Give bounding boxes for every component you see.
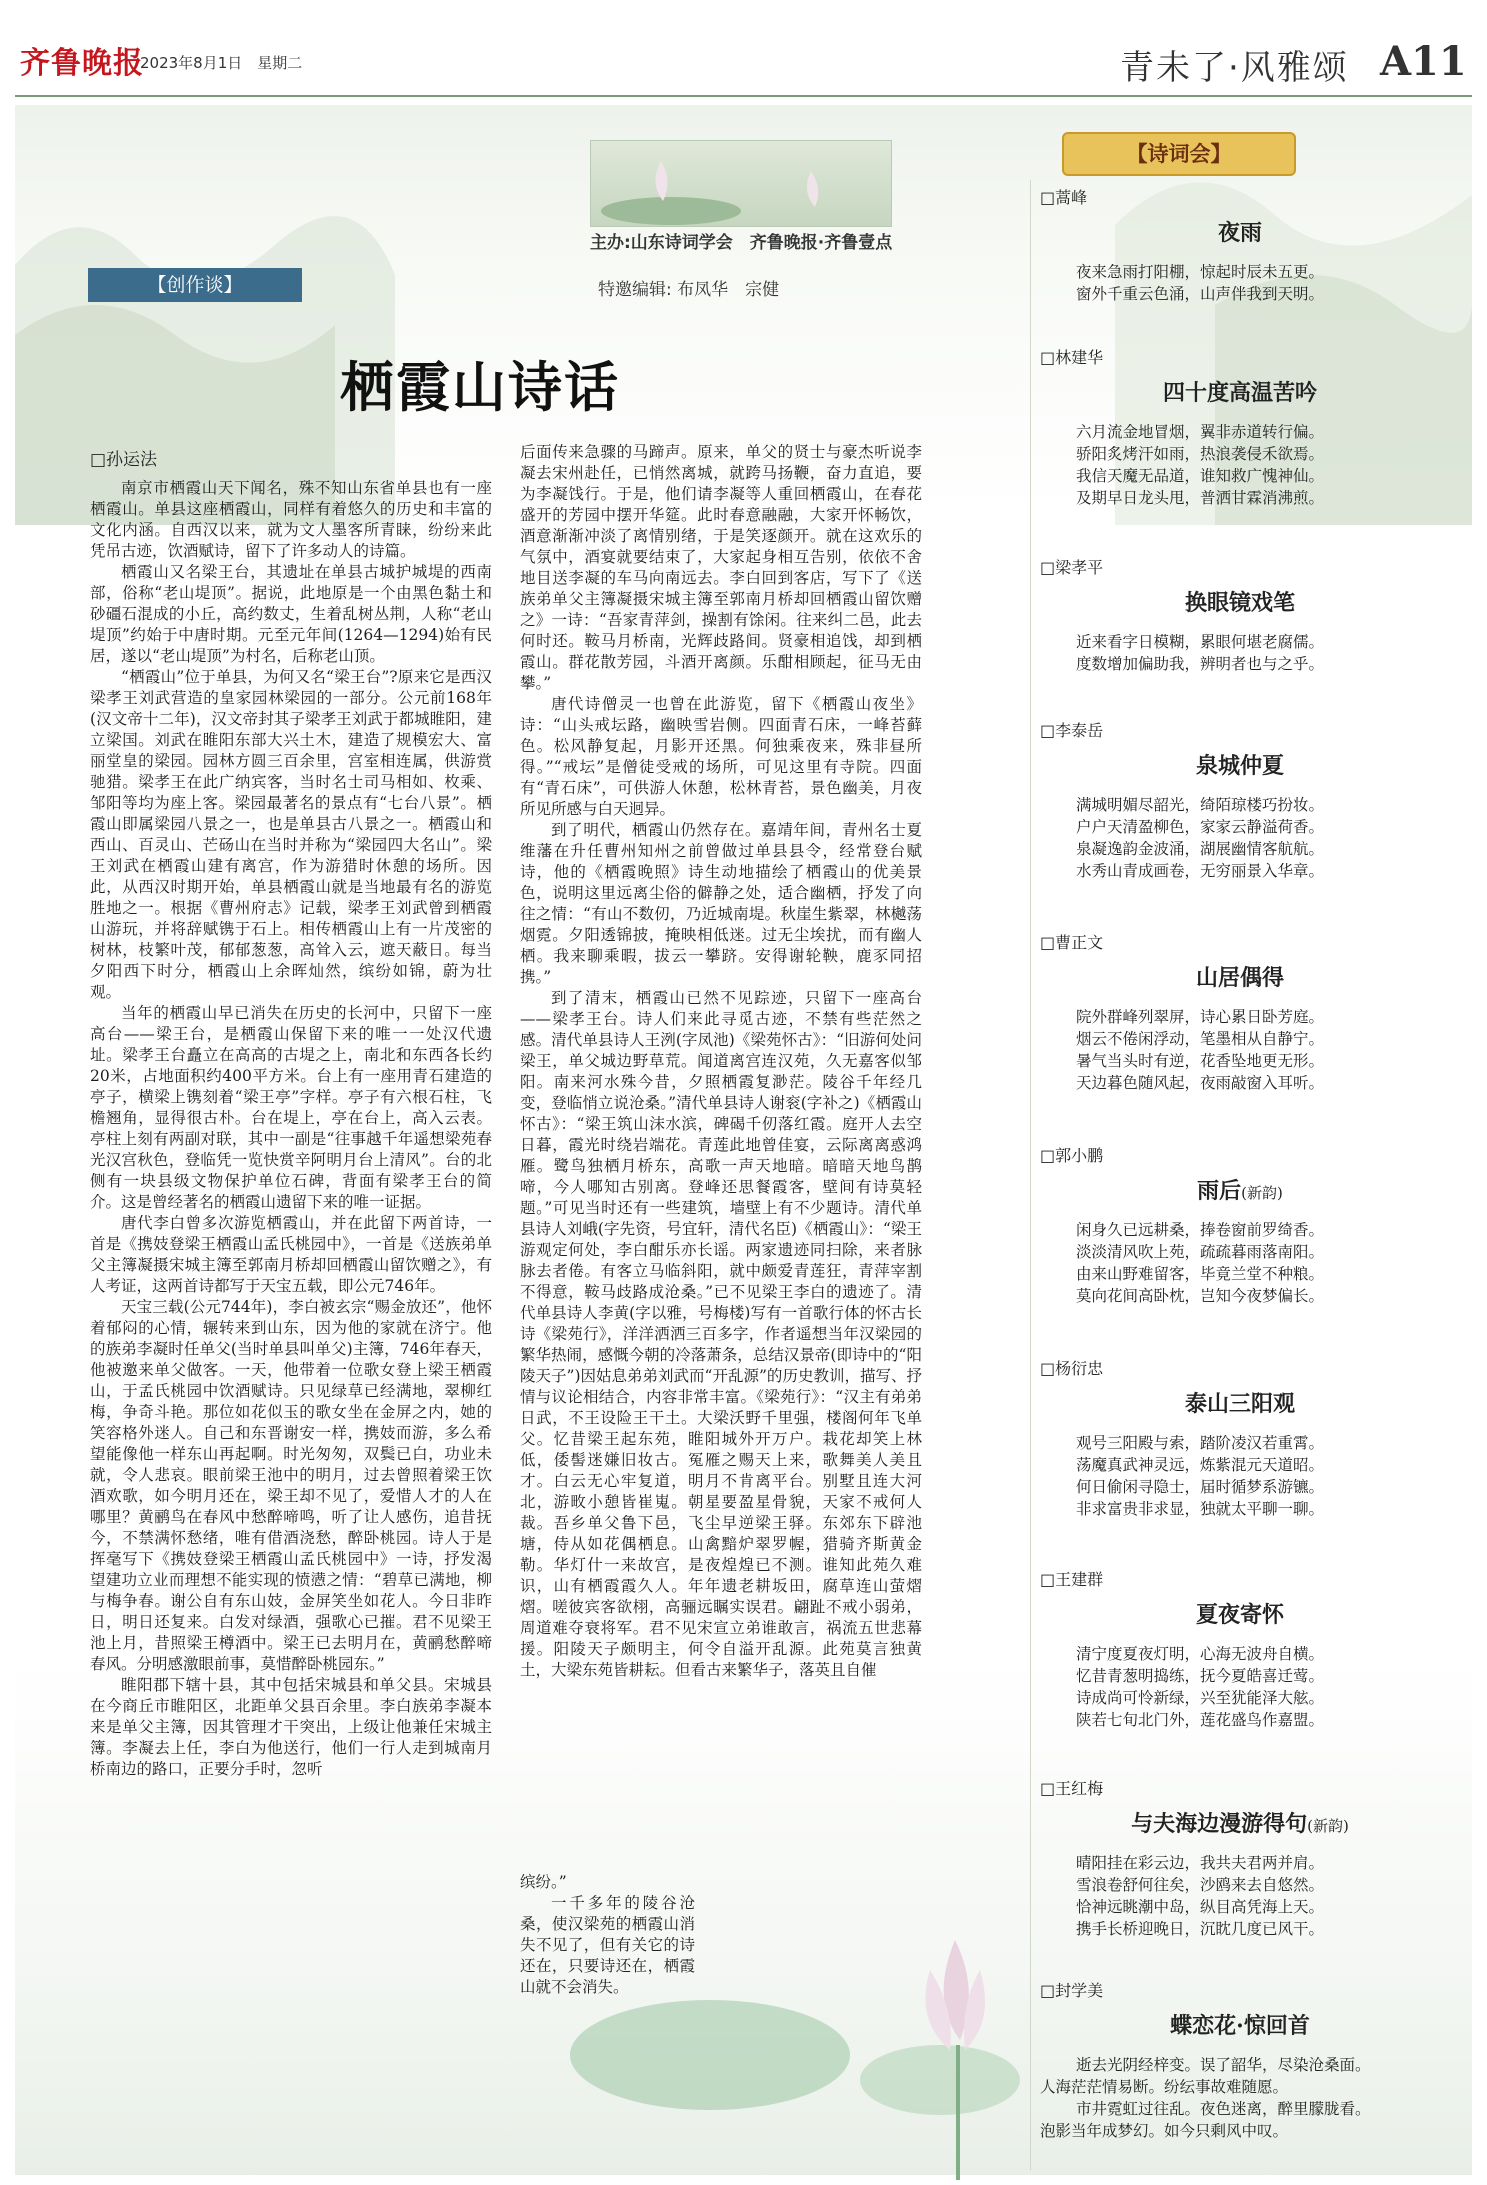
poem-subtitle: (新韵) <box>1241 1184 1283 1202</box>
poem-block <box>1040 185 1440 305</box>
poem-author: □王建群 <box>1040 1570 1104 1589</box>
poem-block <box>1040 1143 1440 1307</box>
poem-line: 泉凝逸韵金波涌，湖展幽情客航航。 <box>1076 840 1325 858</box>
poem-line: 院外群峰列翠屏，诗心累日卧芳庭。 <box>1076 1008 1325 1026</box>
paragraph: 唐代李白曾多次游览栖霞山，并在此留下两首诗，一首是《携妓登梁王栖霞山孟氏桃园中》，一首是《送族弟单父主簿凝摄宋城主簿至郭南月桥却回栖霞山留饮赠之》，有人考证，这两首诗都写于天宝五载，即公元746年。 <box>90 1214 492 1295</box>
poem-line: 户户天清盈柳色，家家云静溢荷香。 <box>1076 818 1325 836</box>
poem-line: 晴阳挂在彩云边，我共夫君两并肩。 <box>1076 1854 1325 1872</box>
paragraph: 当年的栖霞山早已消失在历史的长河中，只留下一座高台——梁王台，是栖霞山保留下来的唯一一处汉代遗址。梁孝王台矗立在高高的古堤之上，南北和东西各长约20米，占地面积约400平方米。台上有一座用青石建造的亭子，横梁上镌刻着“梁王亭”字样。亭子有六根石柱，飞檐翘角，显得很古朴。台在堤上，亭在台上，高入云表。亭柱上刻有两副对联，其中一副是“往事越千年遥想梁苑春光汉宫秋色，登临凭一览快赏辛阿明月台上清风”。台的北侧有一块县级文物保护单位石碑，背面有梁孝王台的简介。这是曾经著名的栖霞山遗留下来的唯一证据。 <box>90 1004 492 1211</box>
poem-block <box>1040 718 1440 882</box>
poem-author: □王红梅 <box>1040 1779 1104 1798</box>
poem-line: 六月流金地冒烟，翼非赤道转行偏。 <box>1076 423 1325 441</box>
poem-author: □李泰岳 <box>1040 721 1104 740</box>
poem-line: 人海茫茫情易断。纷纭事故难随愿。 <box>1040 2078 1289 2096</box>
poem-title-text: 与夫海边漫游得句 <box>1131 1811 1308 1837</box>
poem-body <box>1040 1219 1440 1307</box>
sponsor-line: 主办:山东诗词学会 齐鲁晚报·齐鲁壹点 <box>590 233 893 253</box>
poem-line: 骄阳炙烤汗如雨，热浪袭侵禾欲焉。 <box>1076 445 1325 463</box>
poem-block <box>1040 1356 1440 1520</box>
column-divider <box>1030 180 1031 2170</box>
paragraph: 缤纷。” <box>520 1873 567 1891</box>
poem-title: 换眼镜戏笔 <box>1184 590 1295 616</box>
article-headline: 栖霞山诗话 <box>340 355 620 419</box>
paragraph: 后面传来急骤的马蹄声。原来，单父的贤士与豪杰听说李凝去宋州赴任，已悄然离城，就跨马扬鞭，奋力直追，要为李凝饯行。于是，他们请李凝等人重回栖霞山，在春花盛开的芳园中摆开华筵。此时春意融融，大家开怀畅饮，酒意渐渐冲淡了离情别绪，于是笑逐颜开。就在这欢乐的气氛中，酒宴就要结束了，大家起身相互告别，依依不舍地目送李凝的车马向南远去。李白回到客店，写下了《送族弟单父主簿凝摄宋城主簿至郭南月桥却回栖霞山留饮赠之》一诗：“吾家青萍剑，操割有馀闲。往来纠二邑，此去何时还。鞍马月桥南，光辉歧路间。贤豪相追饯，却到栖霞山。群花散芳园，斗酒开离颜。乐酣相顾起，征马无由攀。” <box>520 443 922 692</box>
poem-line: 近来看字日模糊，累眼何堪老腐儒。 <box>1076 633 1325 651</box>
poem-block <box>1040 555 1440 675</box>
poem-line: 淡淡清风吹上苑，疏疏暮雨落南阳。 <box>1076 1243 1325 1261</box>
poem-line: 观号三阳殿与索，踏阶凌汉若重霄。 <box>1076 1434 1325 1452</box>
poem-author: □杨衍忠 <box>1040 1359 1104 1378</box>
poem-line: 忆昔青葱明捣练，抚今夏皓喜迁莺。 <box>1076 1667 1325 1685</box>
poem-title: 山居偶得 <box>1195 965 1284 991</box>
poem-title: 四十度高温苦吟 <box>1162 380 1317 406</box>
poem-line: 莫向花间高卧枕，岂知今夜梦偏长。 <box>1076 1287 1325 1305</box>
poem-body <box>1040 631 1440 675</box>
article-column-2 <box>520 442 922 1872</box>
poem-line: 逝去光阴经梓变。误了韶华，尽染沧桑面。 <box>1076 2056 1371 2074</box>
poem-body <box>1040 1643 1440 1731</box>
poem-line: 夜来急雨打阳棚，惊起时辰未五更。 <box>1076 263 1325 281</box>
poem-line: 恰神远眺潮中岛，纵目高凭海上天。 <box>1076 1898 1325 1916</box>
poem-title <box>1040 1807 1440 1838</box>
poem-line: 及期早日龙头甩，普洒甘霖消沸煎。 <box>1076 489 1325 507</box>
paragraph: 到了明代，栖霞山仍然存在。嘉靖年间，青州名士夏维藩在升任曹州知州之前曾做过单县县令，经常登台赋诗，他的《栖霞晚照》诗生动地描绘了栖霞山的优美景色，说明这里远离尘俗的僻静之处，适合幽栖，抒发了向往之情：“有山不数仞，乃近城南堤。秋崖生紫翠，林樾荡烟霓。夕阳透锦披，掩映相低迷。过无尘埃扰，而有幽人栖。我来聊乘暇，拔云一攀跻。安得谢轮鞅，鹿豕同招携。” <box>520 821 922 986</box>
poem-body <box>1040 261 1440 305</box>
poem-author: □曹正文 <box>1040 933 1104 952</box>
poem-title: 夜雨 <box>1217 220 1262 246</box>
paragraph: 栖霞山又名梁王台，其遗址在单县古城护城堤的西南部，俗称“老山堤顶”。据说，此地原是一个由黑色黏土和砂礓石混成的小丘，高约数丈，生着乱树丛荆，人称“老山堤顶”约始于中唐时期。元至元年间(1264—1294)始有民居，遂以“老山堤顶”为村名，后称老山顶。 <box>90 563 492 665</box>
poem-title <box>1040 1174 1440 1205</box>
poem-author: □蒿峰 <box>1040 188 1088 207</box>
poem-line: 市井霓虹过往乱。夜色迷离，醉里朦胧看。 <box>1076 2100 1371 2118</box>
page-number: A11 <box>1380 38 1467 85</box>
poem-author: □封学美 <box>1040 1981 1104 2000</box>
poem-title: 泰山三阳观 <box>1184 1391 1295 1417</box>
guest-editor: 特邀编辑: 布凤华 宗健 <box>598 280 780 300</box>
poem-line: 度数增加偏助我，辨明者也与之乎。 <box>1076 655 1325 673</box>
poem-line: 天边暮色随风起，夜雨敲窗入耳听。 <box>1076 1074 1325 1092</box>
article-author: □孙运法 <box>90 450 158 470</box>
poem-author: □郭小鹏 <box>1040 1146 1104 1165</box>
poem-line: 水秀山青成画卷，无穷丽景入华章。 <box>1076 862 1325 880</box>
poem-line: 满城明媚尽韶光，绮陌琼楼巧扮妆。 <box>1076 796 1325 814</box>
paragraph: 南京市栖霞山天下闻名，殊不知山东省单县也有一座栖霞山。单县这座栖霞山，同样有着悠久的历史和丰富的文化内涵。自西汉以来，就为文人墨客所青睐，纷纷来此凭吊古迹，饮酒赋诗，留下了许多动人的诗篇。 <box>90 479 492 560</box>
poem-line: 非求富贵非求显，独就太平聊一聊。 <box>1076 1500 1325 1518</box>
article-column-1 <box>90 478 492 2128</box>
poem-author: □林建华 <box>1040 348 1104 367</box>
poem-block <box>1040 930 1440 1094</box>
poem-line: 暑气当头时有逆，花香坠地更无形。 <box>1076 1052 1325 1070</box>
poem-body <box>1040 1006 1440 1094</box>
section-title: 青未了·风雅颂 <box>1120 48 1349 88</box>
header-divider <box>15 95 1472 97</box>
poem-line: 窗外千重云色涌，山声伴我到天明。 <box>1076 285 1325 303</box>
poem-title: 夏夜寄怀 <box>1195 1602 1284 1628</box>
poem-line: 我信天魔无品道，谁知救广愧神仙。 <box>1076 467 1325 485</box>
poem-body <box>1040 2054 1440 2142</box>
paragraph: “栖霞山”位于单县，为何又名“梁王台”?原来它是西汉梁孝王刘武营造的皇家园林梁园的一部分。公元前168年(汉文帝十二年)，汉文帝封其子梁孝王刘武于都城睢阳，建立梁国。刘武在睢阳东部大兴土木，建造了规模宏大、富丽堂皇的梁园。园林方圆三百余里，宫室相连属，供游赏驰猎。梁孝王在此广纳宾客，当时名士司马相如、枚乘、邹阳等均为座上客。梁园最著名的景点有“七台八景”。栖霞山即属梁园八景之一，也是单县古八景之一。栖霞山和西山、百灵山、芒砀山在当时并称为“梁园四大名山”。梁王刘武在栖霞山建有离宫，作为游猎时休憩的场所。因此，从西汉时期开始，单县栖霞山就是当地最有名的游览胜地之一。根据《曹州府志》记载，梁孝王刘武曾到栖霞山游玩，并将辞赋镌于石上。相传栖霞山上有一片茂密的树林，枝繁叶茂，郁郁葱葱，高耸入云，遮天蔽日。每当夕阳西下时分，栖霞山上余晖灿然，缤纷如锦，蔚为壮观。 <box>90 668 492 1001</box>
poem-line: 由来山野难留客，毕竟兰堂不种粮。 <box>1076 1265 1325 1283</box>
poem-body <box>1040 1852 1440 1940</box>
article-column-2-tail <box>520 1872 695 2122</box>
poem-body <box>1040 1432 1440 1520</box>
poem-line: 荡魔真武神灵远，炼紫混元天道昭。 <box>1076 1456 1325 1474</box>
poem-block <box>1040 1978 1440 2142</box>
paragraph: 睢阳郡下辖十县，其中包括宋城县和单父县。宋城县在今商丘市睢阳区，北距单父县百余里。李白族弟李凝本来是单父主簿，因其管理才干突出，上级让他兼任宋城主簿。李凝去上任，李白为他送行，他们一行人走到城南月桥南边的路口，正要分手时，忽听 <box>90 1676 492 1778</box>
poem-title-text: 雨后 <box>1197 1178 1242 1204</box>
poem-body <box>1040 794 1440 882</box>
poem-line: 何日偷闲寻隐士，届时循梦系游镳。 <box>1076 1478 1325 1496</box>
issue-date: 2023年8月1日 星期二 <box>140 54 303 72</box>
paragraph: 到了清末，栖霞山已然不见踪迹，只留下一座高台——梁孝王台。诗人们来此寻觅古迹，不禁有些茫然之感。清代单县诗人王洌(字凤池)《梁苑怀古》：“旧游何处问梁王，单父城边野草荒。闻道离宫连汉苑，久无嘉客似邹阳。南来河水殊今昔，夕照栖霞复渺茫。陵谷千年经几变，登临悄立说沧桑。”清代单县诗人谢衮(字补之)《栖霞山怀古》：“梁王筑山沫水滨，碑碣千仞落红霞。庭开人去空日暮，霞光时绕岩端花。青莲此地曾佳宴，云际离离惑鸿雁。鹭鸟独栖月桥东，高歌一声天地暗。暗暗天地鸟鹊啼，今人哪知古别离。登峰还思餐霞客，壁间有诗莫轻题。”可见当时还有一些建筑，墙壁上有不少题诗。清代单县诗人刘峨(字先资，号宜轩，清代名臣)《栖霞山》：“梁王游观定何处，李白酣乐亦长谣。两家遗迹同扫除，来者脉脉去者倦。有客立马临斜阳，就中颇爱青莲狂，青萍宰割不得意，鞍马歧路成沧桑。”已不见梁王李白的遗迹了。清代单县诗人李黄(字以雅，号梅楼)写有一首歌行体的怀古长诗《梁苑行》，洋洋洒洒三百多字，作者遥想当年汉梁园的繁华热闹，感慨今朝的冷落萧条，总结汉景帝(即诗中的“阳陵天子”)因姑息弟弟刘武而“开乱源”的历史教训，描写、抒情与议论相结合，内容非常丰富。《梁苑行》：“汉主有弟弟日武，不王设险王干土。大梁沃野千里强，楼阁何年飞单父。忆昔梁王起东苑，睢阳城外开万户。栽花却笑上林低，倭髻迷嫌旧妆古。冤雁之赐天上来，歌舞美人美且才。白云无心牢复道，明月不肯离平台。别墅且连大河北，游畋小憩皆崔嵬。朝星要盈星骨貌，天家不戒何人裁。吾乡单父鲁下邑，飞尘早逆梁王驿。东郊东下辟池塘，侍从如花偶栖息。山禽黯炉翠罗幄，猎骑齐斯黄金勒。华灯什一来故宫，是夜煌煌已不测。谁知此苑久难识，山有栖霞霞久人。年年遗老耕坂田，腐草连山萤熠熠。嗟彼宾客欲栩，高骊远瞩实误君。翩趾不戒小弱弟，周道难夺衰将军。君不见宋宣立弟谁敢言，祸流五世悲幕援。阳陵天子颇明主，何令自溢开乱源。此苑莫言独黄土，大梁东苑皆耕耘。但看古来繁华子，落英且自催 <box>520 989 922 1679</box>
column-tag-creation: 【创作谈】 <box>88 268 302 302</box>
poem-title: 泉城仲夏 <box>1195 753 1284 779</box>
paragraph: 一千多年的陵谷沧桑，使汉梁苑的栖霞山消失不见了，但有关它的诗还在，只要诗还在，栖霞山就不会消失。 <box>520 1894 695 1996</box>
poem-title: 蝶恋花·惊回首 <box>1170 2013 1310 2039</box>
poem-line: 泡影当年成梦幻。如今只剩风中叹。 <box>1040 2122 1289 2140</box>
poem-line: 清宁度夏夜灯明，心海无波舟自横。 <box>1076 1645 1325 1663</box>
poem-block <box>1040 1776 1440 1940</box>
poem-line: 雪浪卷舒何往矣，沙鸥来去自悠然。 <box>1076 1876 1325 1894</box>
banner-lotus-image <box>590 140 892 227</box>
poem-line: 携手长桥迎晚日，沉眈几度已风干。 <box>1076 1920 1325 1938</box>
poem-line: 陕若七旬北门外，莲花盛鸟作嘉盟。 <box>1076 1711 1325 1729</box>
masthead-logo: 齐鲁晚报 <box>20 46 144 81</box>
poem-subtitle: (新韵) <box>1307 1817 1349 1835</box>
paragraph: 唐代诗僧灵一也曾在此游览，留下《栖霞山夜坐》诗：“山头戒坛路，幽映雪岩侧。四面青石床，一峰苔藓色。松风静复起，月影开还黑。何独乘夜来，殊非昼所得。”“戒坛”是僧徒受戒的场所，可见这里有寺院。四面有“青石床”，可供游人休憩，松林青苔，景色幽美，月夜所见所感与白天迥异。 <box>520 695 922 818</box>
poem-block <box>1040 345 1440 509</box>
poem-line: 烟云不倦闲浮动，笔墨相从自静宁。 <box>1076 1030 1325 1048</box>
poem-author: □梁孝平 <box>1040 558 1104 577</box>
poem-line: 闲身久已远耕桑，捧卷窗前罗绮香。 <box>1076 1221 1325 1239</box>
column-tag-poetry: 【诗词会】 <box>1062 132 1296 176</box>
paragraph: 天宝三载(公元744年)，李白被玄宗“赐金放还”，他怀着郁闷的心情，辗转来到山东，因为他的家就在济宁。他的族弟李凝时任单父(当时单县叫单父)主簿，746年春天，他被邀来单父做客。一天，他带着一位歌女登上梁王栖霞山，于孟氏桃园中饮酒赋诗。只见绿草已经满地，翠柳红梅，争奇斗艳。那位如花似玉的歌女坐在金屏之内，她的笑容格外迷人。自己和东晋谢安一样，携妓而游，多么希望能像他一样东山再起啊。时光匆匆，双鬓已白，功业未就，令人悲哀。眼前梁王池中的明月，过去曾照着梁王饮酒欢歌，如今明月还在，梁王却不见了，爱惜人才的人在哪里？黄鹂鸟在春风中愁醉啼鸣，听了让人感伤，追昔抚今，不禁满怀愁绪，唯有借酒浇愁，醉卧桃园。诗人于是挥毫写下《携妓登梁王栖霞山孟氏桃园中》一诗，抒发渴望建功立业而理想不能实现的愤懑之情：“碧草已满地，柳与梅争春。谢公自有东山妓，金屏笑坐如花人。今日非昨日，明日还复来。白发对绿酒，强歌心已摧。君不见梁王池上月，昔照梁王樽酒中。梁王已去明月在，黄鹂愁醉啼春风。分明感激眼前事，莫惜醉卧桃园东。” <box>90 1298 492 1673</box>
poem-line: 诗成尚可怜新绿，兴至犹能泽大舷。 <box>1076 1689 1325 1707</box>
poem-body <box>1040 421 1440 509</box>
poem-block <box>1040 1567 1440 1731</box>
